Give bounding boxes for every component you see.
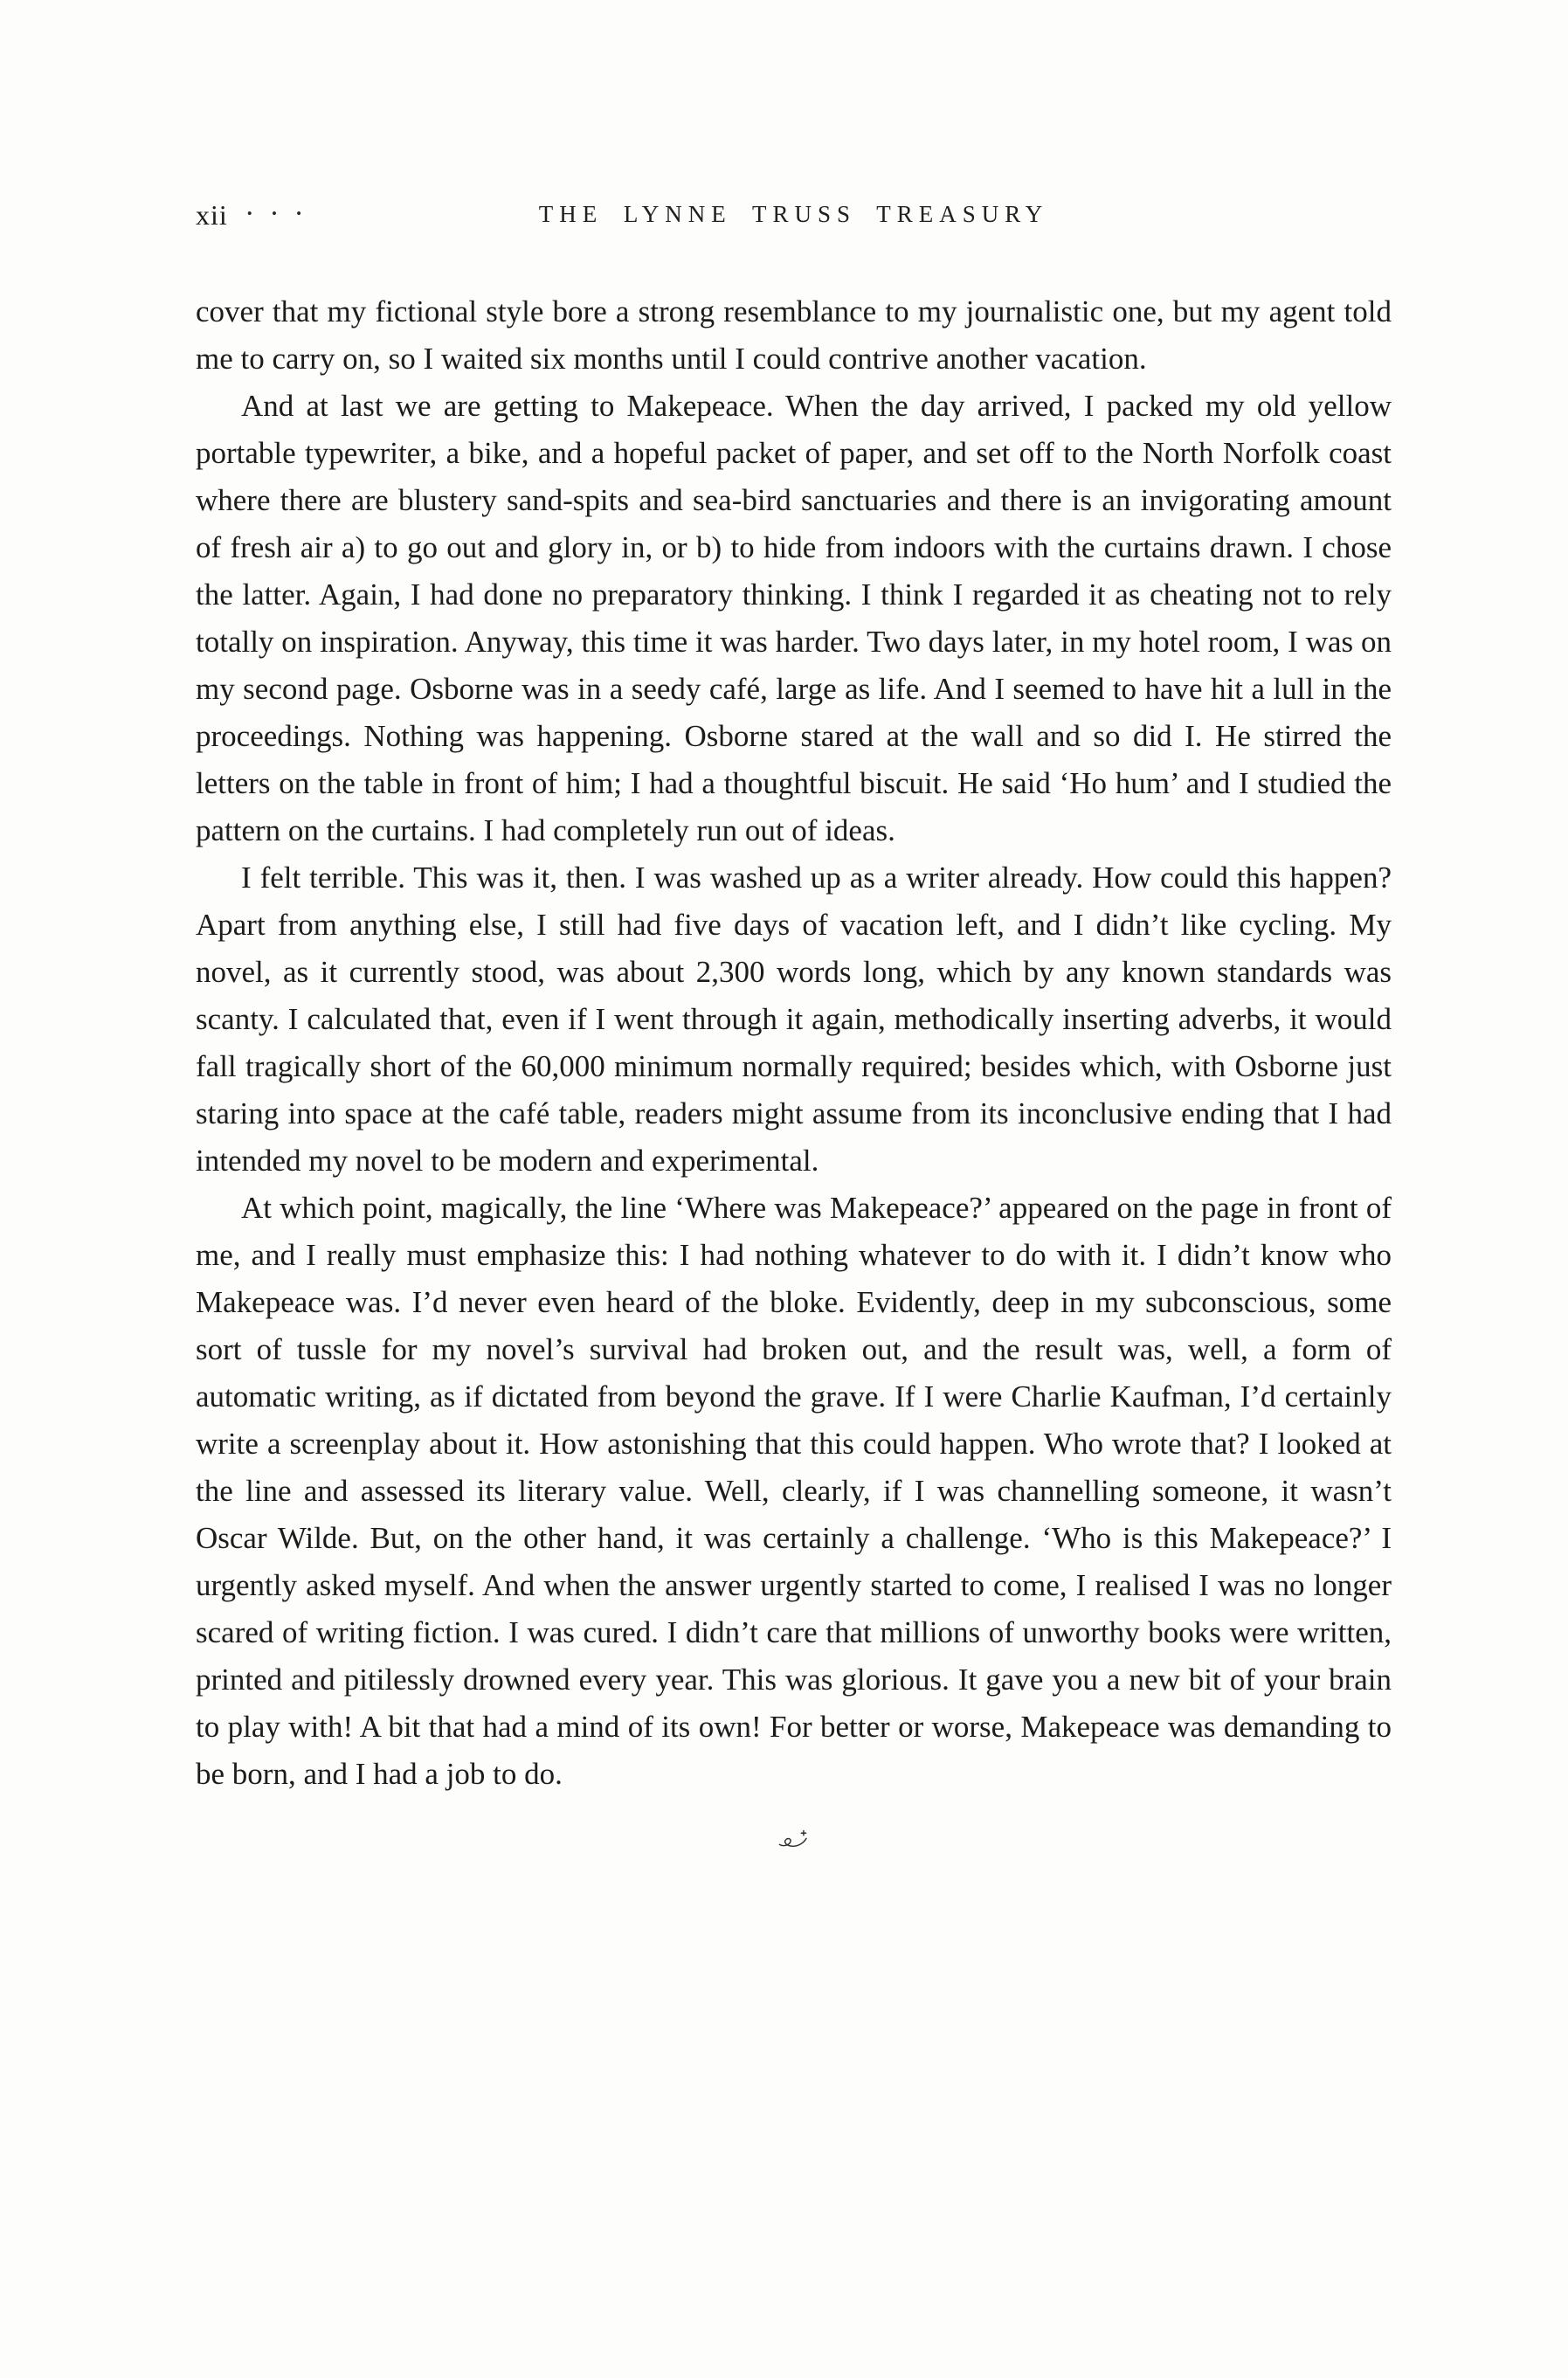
section-break-ornament — [196, 1828, 1392, 1854]
folio-group — [196, 199, 309, 232]
paragraph: cover that my fictional style bore a strong resemblance to my journalistic one, but my agent told me to carry on, so I waited six months until I could contrive another vacation. — [196, 294, 1392, 376]
paragraph: At which point, magically, the line ‘Where was Makepeace?’ appeared on the page in front of me, and I really must emphasize this: I had nothing whatever to do with it. I didn’t know who Makepeace was. I’d never even heard of the bloke. Evidently, deep in my subconscious, some sort of tussle for my novel’s survival had broken out, and the result was, well, a form of automatic writing, as if dictated from beyond the grave. If I were Charlie Kaufman, I’d certainly write a screenplay about it. How astonishing that this could happen. Who wrote that? I looked at the line and assessed its literary value. Well, clearly, if I was channelling someone, it wasn’t Oscar Wilde. But, on the other hand, it was certainly a challenge. ‘Who is this Makepeace?’ I urgently asked myself. And when the answer urgently started to come, I realised I was no longer scared of writing fiction. I was cured. I didn’t care that millions of unworthy books were written, printed and pitilessly drowned every year. This was glorious. It gave you a new bit of your brain to play with! A bit that had a mind of its own! For better or worse, Makepeace was demanding to be born, and I had a job to do. — [196, 1191, 1392, 1791]
swash-ornament-icon — [776, 1828, 812, 1854]
folio-dots-ornament: • • • — [246, 204, 310, 222]
paragraph: And at last we are getting to Makepeace. When the day arrived, I packed my old yellow portable typewriter, a bike, and a hopeful packet of paper, and set off to the North Norfolk coast where there are blustery sand-spits and sea-bird sanctuaries and there is an invigorating amount of fresh air a) to go out and glory in, or b) to hide from indoors with the curtains drawn. I chose the latter. Again, I had done no preparatory thinking. I think I regarded it as cheating not to rely totally on inspiration. Anyway, this time it was harder. Two days later, in my hotel room, I was on my second page. Osborne was in a seedy café, large as life. And I seemed to have hit a lull in the proceedings. Nothing was happening. Osborne stared at the wall and so did I. He stirred the letters on the table in front of him; I had a thoughtful biscuit. He said ‘Ho hum’ and I studied the pattern on the curtains. I had completely run out of ideas. — [196, 389, 1392, 847]
running-head: THE LYNNE TRUSS TREASURY — [538, 201, 1049, 227]
page-number: xii — [196, 199, 228, 231]
body-text — [196, 288, 1392, 1798]
paragraph: I felt terrible. This was it, then. I was washed up as a writer already. How could this happen? Apart from anything else, I still had five days of vacation left, and I didn’t like cycling. My novel, as it currently stood, was about 2,300 words long, which by any known standards was scanty. I calculated that, even if I went through it again, methodically inserting adverbs, it would fall tragically short of the 60,000 minimum normally required; besides which, with Osborne just staring into space at the café table, readers might assume from its inconclusive ending that I had intended my novel to be modern and experimental. — [196, 861, 1392, 1178]
page-header — [196, 199, 1392, 238]
